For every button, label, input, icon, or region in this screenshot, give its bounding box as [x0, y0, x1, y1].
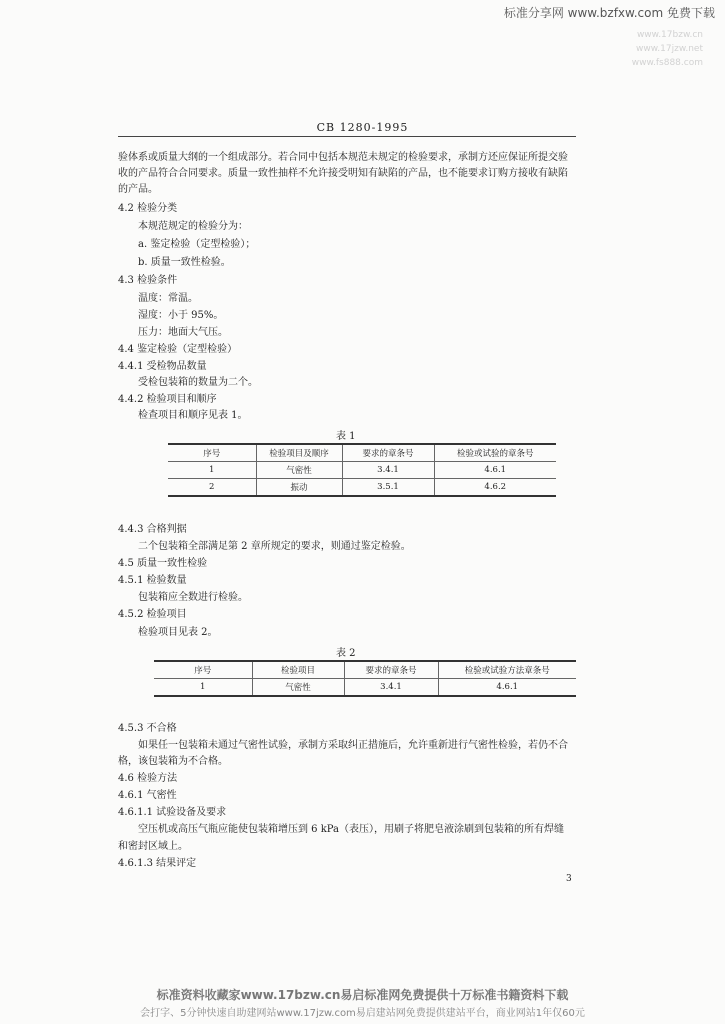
- header-rule: [118, 136, 576, 137]
- table-cell: 气密性: [256, 462, 342, 479]
- section-4-4-1-heading: 4.4.1 受检物品数量: [118, 361, 207, 372]
- footer-line-1: 标准资料收藏家www.17bzw.cn易启标准网免费提供十万标准书籍资料下载: [156, 988, 569, 1002]
- table-2-header-cell: 序号: [154, 661, 252, 679]
- table-row: [168, 479, 556, 497]
- section-4-6-1-3-heading: 4.6.1.3 结果评定: [118, 858, 197, 869]
- section-4-2-line-3: b. 质量一致性检验。: [138, 257, 231, 268]
- section-4-5-1-heading: 4.5.1 检验数量: [118, 575, 187, 586]
- section-4-3-line-3: 压力：地面大气压。: [138, 327, 228, 338]
- section-4-5-2-line: 检验项目见表 2。: [138, 627, 218, 638]
- section-4-4-heading: 4.4 鉴定检验（定型检验）: [118, 344, 238, 355]
- top-banner: 标准分享网 www.bzfxw.com 免费下载: [503, 6, 715, 20]
- watermark-1: www.17bzw.cn: [636, 30, 703, 40]
- table-1-header-cell: 检验项目及顺序: [256, 444, 342, 462]
- section-4-6-1-1-line-2: 和密封区域上。: [118, 841, 188, 852]
- table-1-header-cell: 序号: [168, 444, 256, 462]
- table-1-header-row: [168, 444, 556, 462]
- table-cell: 1: [168, 462, 256, 479]
- table-2-caption: 表 2: [336, 648, 356, 659]
- standard-number: CB 1280-1995: [316, 121, 409, 134]
- section-4-5-3-heading: 4.5.3 不合格: [118, 723, 177, 734]
- section-4-5-1-line: 包装箱应全数进行检验。: [138, 592, 248, 603]
- section-4-5-3-line-1: 如果任一包装箱未通过气密性试验，承制方采取纠正措施后，允许重新进行气密性检验，若仍不合: [138, 740, 568, 751]
- table-2-header-cell: 检验或试验方法章条号: [438, 661, 576, 679]
- section-4-5-2-heading: 4.5.2 检验项目: [118, 609, 187, 620]
- table-cell: 振动: [256, 479, 342, 497]
- table-row: [168, 462, 556, 479]
- section-4-3-heading: 4.3 检验条件: [118, 275, 178, 286]
- page-number: 3: [566, 874, 572, 884]
- table-cell: 4.6.1: [434, 462, 556, 479]
- section-4-3-line-1: 温度：常温。: [138, 293, 198, 304]
- section-4-6-1-1-heading: 4.6.1.1 试验设备及要求: [118, 807, 227, 818]
- section-4-4-2-heading: 4.4.2 检验项目和顺序: [118, 394, 217, 405]
- section-4-6-heading: 4.6 检验方法: [118, 773, 178, 784]
- table-1-header-cell: 要求的章条号: [342, 444, 434, 462]
- table-cell: 2: [168, 479, 256, 497]
- section-4-4-2-line: 检查项目和顺序见表 1。: [138, 410, 248, 421]
- section-4-4-3-heading: 4.4.3 合格判据: [118, 524, 187, 535]
- table-cell: 3.5.1: [342, 479, 434, 497]
- table-2-header-cell: 要求的章条号: [344, 661, 438, 679]
- section-4-4-3-line: 二个包装箱全部满足第 2 章所规定的要求，则通过鉴定检验。: [138, 541, 411, 552]
- table-cell: 3.4.1: [344, 679, 438, 697]
- table-1-caption: 表 1: [336, 431, 356, 442]
- section-4-6-1-heading: 4.6.1 气密性: [118, 790, 177, 801]
- table-2-header-cell: 检验项目: [252, 661, 344, 679]
- section-4-5-3-line-2: 格，该包装箱为不合格。: [118, 756, 228, 767]
- intro-line-2: 收的产品符合合同要求。质量一致性抽样不允许接受明知有缺陷的产品，也不能要求订购方接收有缺陷: [118, 168, 568, 179]
- section-4-3-line-2: 湿度：小于 95%。: [138, 310, 224, 321]
- intro-line-3: 的产品。: [118, 184, 158, 195]
- table-1-header-cell: 检验或试验的章条号: [434, 444, 556, 462]
- table-row: [154, 679, 576, 697]
- watermark-2: www.17jzw.net: [636, 44, 703, 54]
- section-4-6-1-1-line-1: 空压机或高压气瓶应能使包装箱增压到 6 kPa（表压），用刷子将肥皂液涂刷到包装箱的所有焊缝: [138, 824, 565, 835]
- table-cell: 3.4.1: [342, 462, 434, 479]
- section-4-4-1-line: 受检包装箱的数量为二个。: [138, 377, 258, 388]
- section-4-2-line-2: a. 鉴定检验（定型检验）；: [138, 239, 256, 250]
- table-cell: 4.6.2: [434, 479, 556, 497]
- section-4-2-line-1: 本规范规定的检验分为：: [138, 221, 248, 232]
- table-1: [168, 443, 556, 497]
- intro-line-1: 验体系或质量大纲的一个组成部分。若合同中包括本规范未规定的检验要求，承制方还应保证所提交验: [118, 152, 568, 163]
- table-2-header-row: [154, 661, 576, 679]
- table-cell: 1: [154, 679, 252, 697]
- section-4-2-heading: 4.2 检验分类: [118, 203, 178, 214]
- table-cell: 气密性: [252, 679, 344, 697]
- table-cell: 4.6.1: [438, 679, 576, 697]
- table-2: [154, 660, 576, 697]
- section-4-5-heading: 4.5 质量一致性检验: [118, 558, 208, 569]
- footer-line-2: 会打字、5分钟快速自助建网站www.17jzw.com易启建站网免费提供建站平台，商业网站1年仅60元: [140, 1008, 585, 1019]
- watermark-3: www.fs888.com: [631, 58, 703, 68]
